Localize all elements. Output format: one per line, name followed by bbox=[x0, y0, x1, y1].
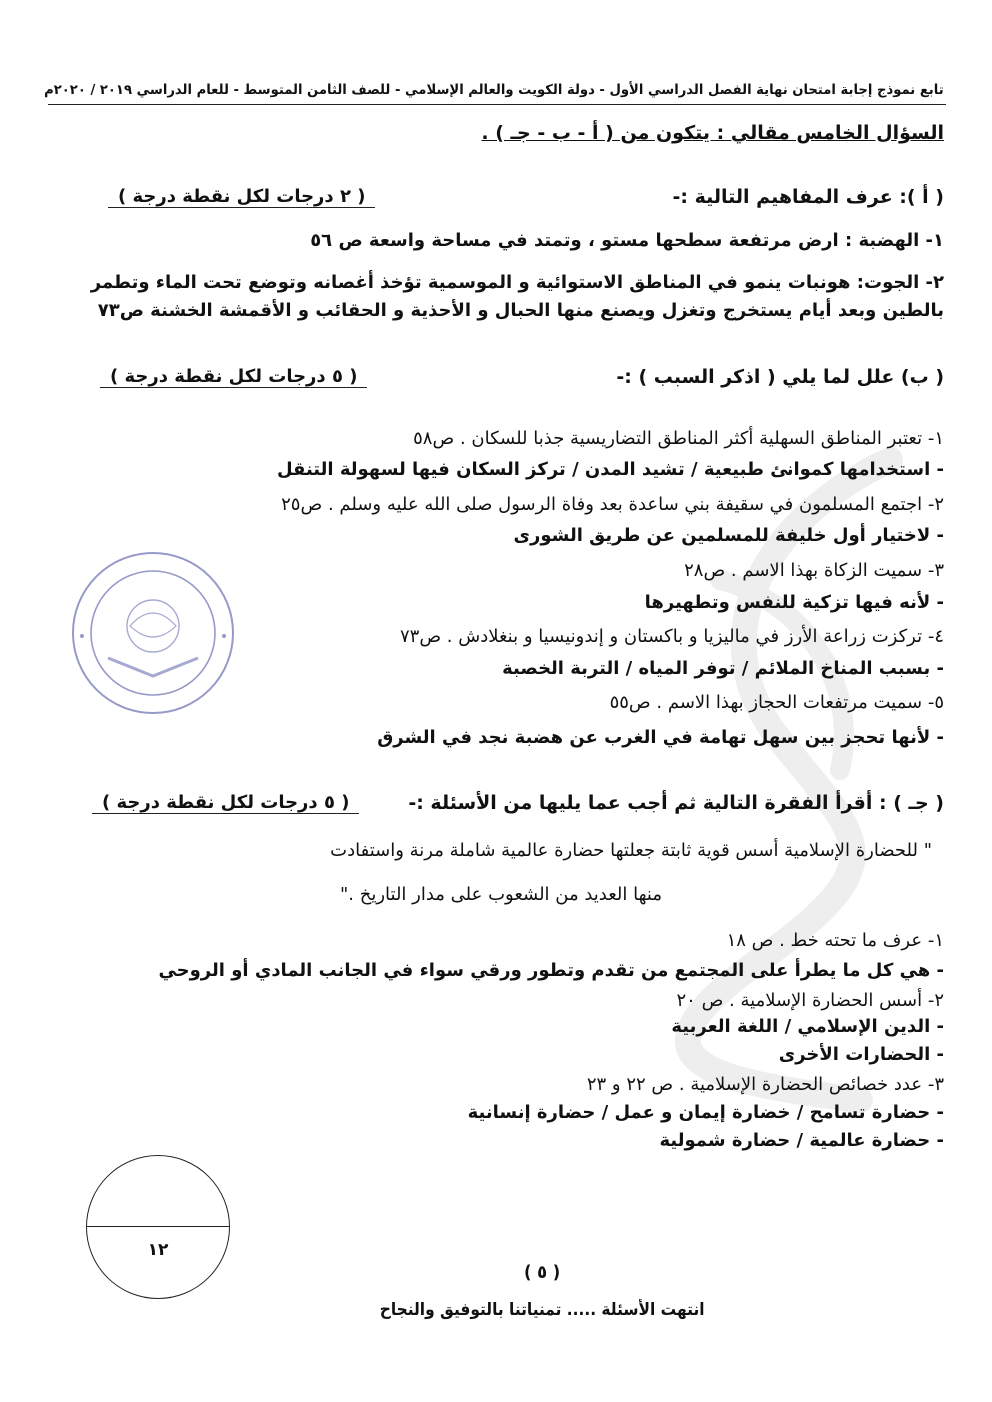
grade-score: ١٢ bbox=[147, 1240, 169, 1260]
section-b-title: ( ب) علل لما يلي ( اذكر السبب ) :- bbox=[616, 366, 944, 388]
section-c-answer-1: - هي كل ما يطرأ على المجتمع من تقدم وتطور ورقي سواء في الجانب المادي أو الروحي bbox=[158, 960, 944, 981]
section-c-question-2: ٢- أسس الحضارة الإسلامية . ص ٢٠ bbox=[676, 990, 944, 1011]
exam-header: تابع نموذج إجابة امتحان نهاية الفصل الدراسي الأول - دولة الكويت والعالم الإسلامي - للصف الثامن المتوسط - للعام الدراسي ٢٠١٩ / ٢٠٢٠م bbox=[44, 82, 945, 98]
section-b-question-1: ١- تعتبر المناطق السهلية أكثر المناطق التضاريسية جذبا للسكان . ص٥٨ bbox=[413, 428, 944, 449]
grade-circle-divider bbox=[87, 1226, 229, 1227]
section-c-answer-2a: - الدين الإسلامي / اللغة العربية bbox=[671, 1016, 944, 1037]
official-stamp bbox=[68, 548, 238, 718]
section-b-question-2: ٢- اجتمع المسلمون في سقيفة بني ساعدة بعد وفاة الرسول صلى الله عليه وسلم . ص٢٥ bbox=[281, 494, 944, 515]
section-a-item-2: ٢- الجوت: هونبات ينمو في المناطق الاستوائية و الموسمية تؤخذ أغصانه وتوضع تحت الماء وتطمر bbox=[90, 272, 944, 293]
section-c-question-1: ١- عرف ما تحته خط . ص ١٨ bbox=[726, 930, 944, 951]
section-c-points: ( ٥ درجات لكل نقطة درجة ) bbox=[92, 792, 359, 814]
question-title: السؤال الخامس مقالي : يتكون من ( أ - ب - جـ ) . bbox=[481, 122, 944, 144]
section-a-item-1: ١- الهضبة : ارض مرتفعة سطحها مستو ، وتمتد في مساحة واسعة ص ٥٦ bbox=[310, 230, 944, 251]
section-c-answer-3a: - حضارة تسامح / خضارة إيمان و عمل / حضارة إنسانية bbox=[467, 1102, 944, 1123]
section-c-passage-line-2: منها العديد من الشعوب على مدار التاريخ ." bbox=[339, 884, 662, 905]
section-c-answer-2b: - الحضارات الأخرى bbox=[778, 1044, 944, 1065]
section-a-item-2-cont: بالطين وبعد أيام يستخرج وتغزل ويصنع منها الحبال و الأحذية و الحقائب و الأقمشة الخشنة ص٧٣ bbox=[97, 300, 944, 321]
section-b-answer-2: - لاختيار أول خليفة للمسلمين عن طريق الشورى bbox=[513, 525, 944, 546]
section-a-points: ( ٢ درجات لكل نقطة درجة ) bbox=[108, 186, 375, 208]
section-b-answer-1: - استخدامها كموانئ طبيعية / تشيد المدن / تركز السكان فيها لسهولة التنقل bbox=[276, 459, 944, 480]
section-c-question-3: ٣- عدد خصائص الحضارة الإسلامية . ص ٢٢ و ٢٣ bbox=[586, 1074, 944, 1095]
section-c-answer-3b: - حضارة عالمية / حضارة شمولية bbox=[659, 1130, 944, 1151]
section-b-answer-5: - لأنها تحجز بين سهل تهامة في الغرب عن هضبة نجد في الشرق bbox=[377, 727, 944, 748]
section-b-answer-3: - لأنه فيها تزكية للنفس وتطهيرها bbox=[644, 592, 944, 613]
section-b-question-3: ٣- سميت الزكاة بهذا الاسم . ص٢٨ bbox=[684, 560, 944, 581]
page-number: ( ٥ ) bbox=[523, 1262, 561, 1283]
section-b-question-5: ٥- سميت مرتفعات الحجاز بهذا الاسم . ص٥٥ bbox=[609, 692, 944, 713]
section-a-title: ( أ ): عرف المفاهيم التالية :- bbox=[672, 186, 944, 208]
section-c-title: ( جـ ) : أقرأ الفقرة التالية ثم أجب عما يليها من الأسئلة :- bbox=[408, 792, 944, 814]
section-c-passage-line-1: " للحضارة الإسلامية أسس قوية ثابتة جعلتها حضارة عالمية شاملة مرنة واستفادت bbox=[330, 840, 932, 861]
section-b-question-4: ٤- تركزت زراعة الأرز في ماليزيا و باكستان و إندونيسيا و بنغلادش . ص٧٣ bbox=[399, 626, 944, 647]
section-b-points: ( ٥ درجات لكل نقطة درجة ) bbox=[100, 366, 367, 388]
section-b-answer-4: - بسبب المناخ الملائم / توفر المياه / التربة الخصبة bbox=[502, 658, 944, 679]
footer-text: انتهت الأسئلة ..... تمنياتنا بالتوفيق والنجاح bbox=[379, 1300, 705, 1320]
header-rule bbox=[48, 104, 946, 105]
